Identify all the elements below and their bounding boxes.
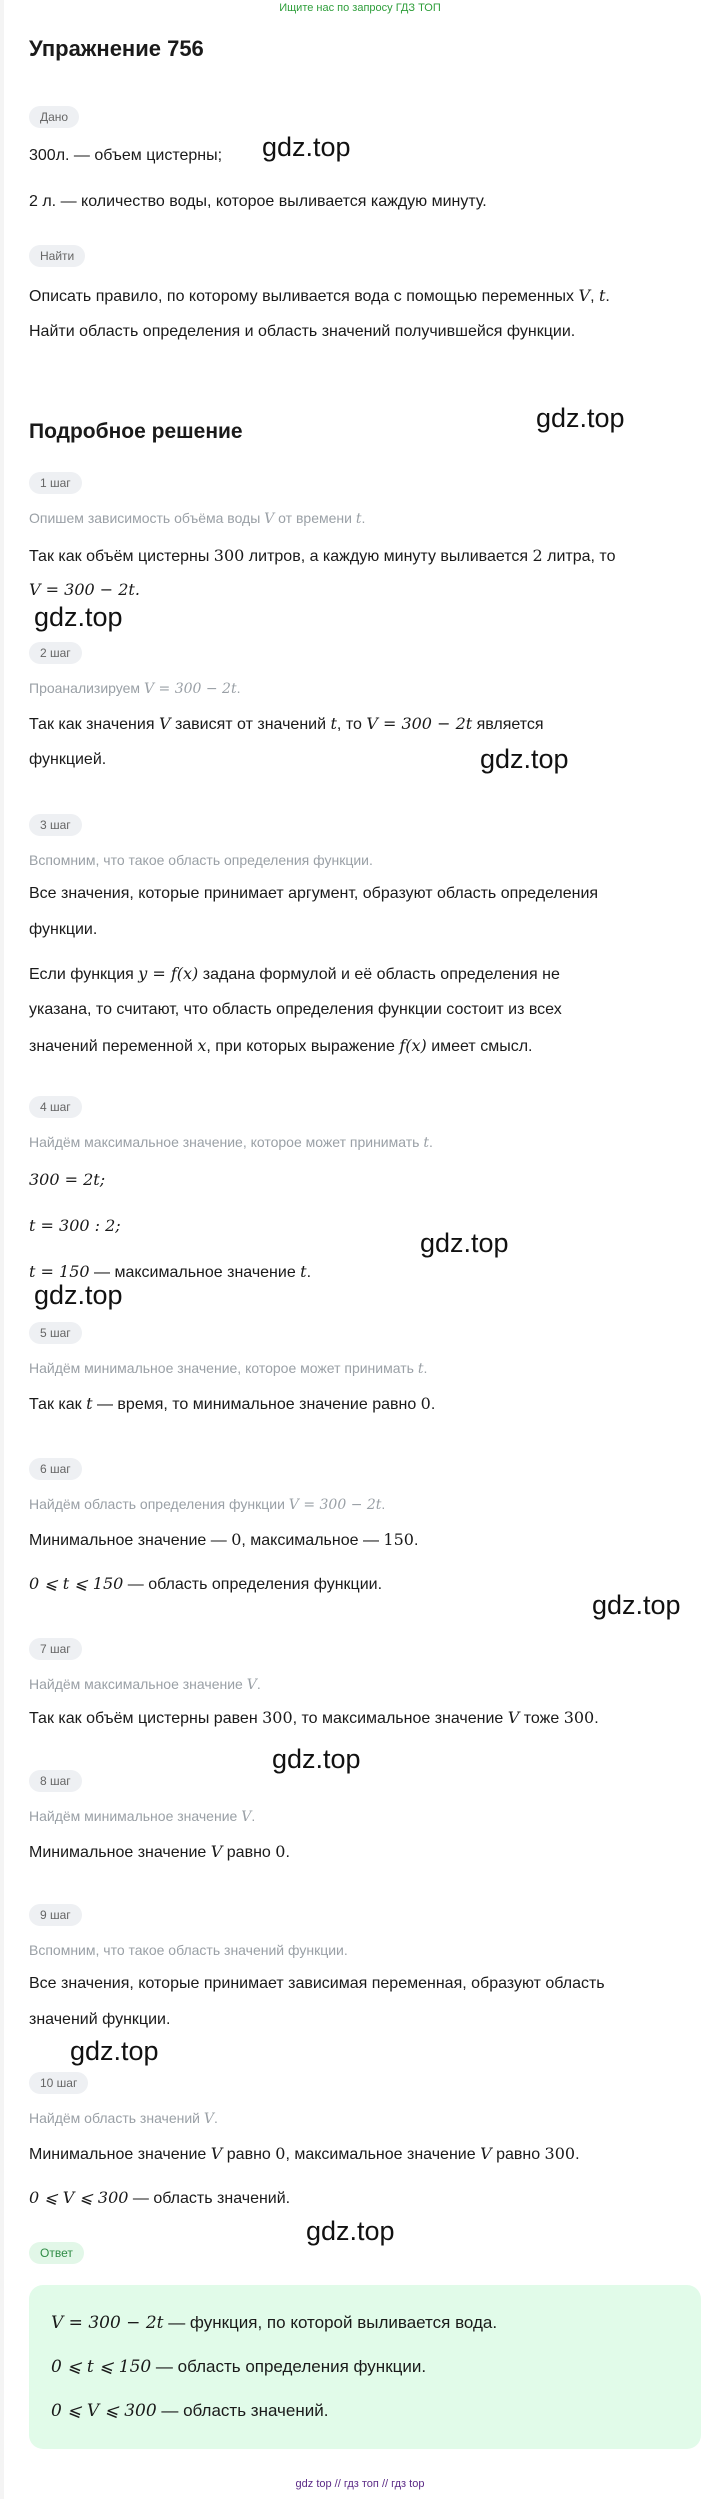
step-3-p1-line-2: функции. bbox=[29, 921, 98, 938]
step-6-range: 0 ⩽ t ⩽ 150 — область определения функции. bbox=[29, 1574, 383, 1593]
step-2-hint: Проанализируем V = 300 − 2t. bbox=[29, 680, 241, 697]
step-5-text: Так как t — время, то минимальное значение равно 0. bbox=[29, 1394, 436, 1413]
step-2-text: Так как значения V зависят от значений t, то V = 300 − 2t является bbox=[29, 714, 544, 733]
answer-line-1: V = 300 − 2t — функция, по которой выливается вода. bbox=[51, 2313, 498, 2333]
step-9-line-1: Все значения, которые принимает зависимая переменная, образуют область bbox=[29, 1975, 605, 1992]
find-line-2: Найти область определения и область значений получившейся функции. bbox=[29, 323, 576, 340]
watermark: gdz.top bbox=[420, 1228, 509, 1258]
step-8-label: 8 шаг bbox=[29, 1770, 82, 1792]
given-label: Дано bbox=[29, 106, 79, 128]
given-line-1: 300л. — объем цистерны; bbox=[29, 147, 223, 164]
step-4-eq-3: t = 150 — максимальное значение t. bbox=[29, 1262, 312, 1281]
step-10-label: 10 шаг bbox=[29, 2072, 88, 2094]
step-7-label: 7 шаг bbox=[29, 1638, 82, 1660]
watermark: gdz.top bbox=[70, 2036, 159, 2066]
answer-line-3: 0 ⩽ V ⩽ 300 — область значений. bbox=[51, 2401, 329, 2421]
page-title: Упражнение 756 bbox=[29, 36, 204, 61]
step-8-hint: Найдём минимальное значение V. bbox=[29, 1808, 256, 1825]
step-4-eq-2: t = 300 : 2; bbox=[29, 1216, 121, 1235]
answer-label: Ответ bbox=[29, 2242, 84, 2264]
answer-line-2: 0 ⩽ t ⩽ 150 — область определения функции. bbox=[51, 2357, 427, 2377]
promo-link[interactable]: Ищите нас по запросу ГДЗ ТОП bbox=[279, 2, 441, 14]
footer-links: gdz top // гдз топ // гдз top bbox=[295, 2478, 425, 2490]
step-9-label: 9 шаг bbox=[29, 1904, 82, 1926]
step-8-text: Минимальное значение V равно 0. bbox=[29, 1842, 290, 1861]
watermark: gdz.top bbox=[34, 1280, 123, 1310]
step-2-text-line-2: функцией. bbox=[29, 751, 107, 768]
step-10-text: Минимальное значение V равно 0, максимальное значение V равно 300. bbox=[29, 2144, 580, 2163]
watermark: gdz.top bbox=[262, 132, 351, 162]
watermark: gdz.top bbox=[480, 744, 569, 774]
step-1-label: 1 шаг bbox=[29, 472, 82, 494]
solution-title: Подробное решение bbox=[29, 420, 243, 443]
footer-link-3[interactable]: гдз top bbox=[391, 2478, 425, 2490]
step-9-line-2: значений функции. bbox=[29, 2011, 171, 2028]
step-10-range: 0 ⩽ V ⩽ 300 — область значений. bbox=[29, 2188, 291, 2207]
answer-box bbox=[29, 2285, 701, 2449]
find-label: Найти bbox=[29, 245, 85, 267]
step-3-p2-line-3: значений переменной x, при которых выражение f(x) имеет смысл. bbox=[29, 1036, 533, 1055]
step-4-label: 4 шаг bbox=[29, 1096, 82, 1118]
step-6-text: Минимальное значение — 0, максимальное — 150. bbox=[29, 1530, 419, 1549]
step-7-hint: Найдём максимальное значение V. bbox=[29, 1676, 261, 1693]
step-9-hint: Вспомним, что такое область значений функции. bbox=[29, 1942, 348, 1958]
step-3-label: 3 шаг bbox=[29, 814, 82, 836]
step-3-p2-line-1: Если функция y = f(x) задана формулой и её область определения не bbox=[29, 964, 560, 983]
step-6-hint: Найдём область определения функции V = 300 − 2t. bbox=[29, 1496, 386, 1513]
step-7-text: Так как объём цистерны равен 300, то максимальное значение V тоже 300. bbox=[29, 1708, 599, 1727]
footer-link-1[interactable]: gdz top bbox=[295, 2478, 332, 2490]
step-6-label: 6 шаг bbox=[29, 1458, 82, 1480]
step-3-hint: Вспомним, что такое область определения функции. bbox=[29, 852, 373, 868]
step-4-hint: Найдём максимальное значение, которое может принимать t. bbox=[29, 1134, 433, 1151]
footer-link-2[interactable]: гдз топ bbox=[343, 2478, 379, 2490]
step-3-p1-line-1: Все значения, которые принимает аргумент, образуют область определения bbox=[29, 885, 599, 902]
step-3-p2-line-2: указана, то считают, что область определения функции состоит из всех bbox=[29, 1001, 562, 1018]
step-5-label: 5 шаг bbox=[29, 1322, 82, 1344]
find-line-1: Описать правило, по которому выливается вода с помощью переменных V, t. bbox=[29, 286, 610, 305]
watermark: gdz.top bbox=[306, 2216, 395, 2246]
step-2-label: 2 шаг bbox=[29, 642, 82, 664]
step-4-eq-1: 300 = 2t; bbox=[29, 1170, 106, 1189]
step-1-formula: V = 300 − 2t. bbox=[29, 580, 140, 599]
watermark: gdz.top bbox=[536, 403, 625, 433]
step-10-hint: Найдём область значений V. bbox=[29, 2110, 218, 2127]
page-edge bbox=[0, 0, 4, 2499]
watermark: gdz.top bbox=[34, 602, 123, 632]
watermark: gdz.top bbox=[592, 1590, 681, 1620]
step-1-text: Так как объём цистерны 300 литров, а каждую минуту выливается 2 литра, то bbox=[29, 546, 616, 565]
step-1-hint: Опишем зависимость объёма воды V от времени t. bbox=[29, 510, 366, 527]
given-line-2: 2 л. — количество воды, которое выливается каждую минуту. bbox=[29, 193, 487, 210]
step-5-hint: Найдём минимальное значение, которое может принимать t. bbox=[29, 1360, 428, 1377]
watermark: gdz.top bbox=[272, 1744, 361, 1774]
